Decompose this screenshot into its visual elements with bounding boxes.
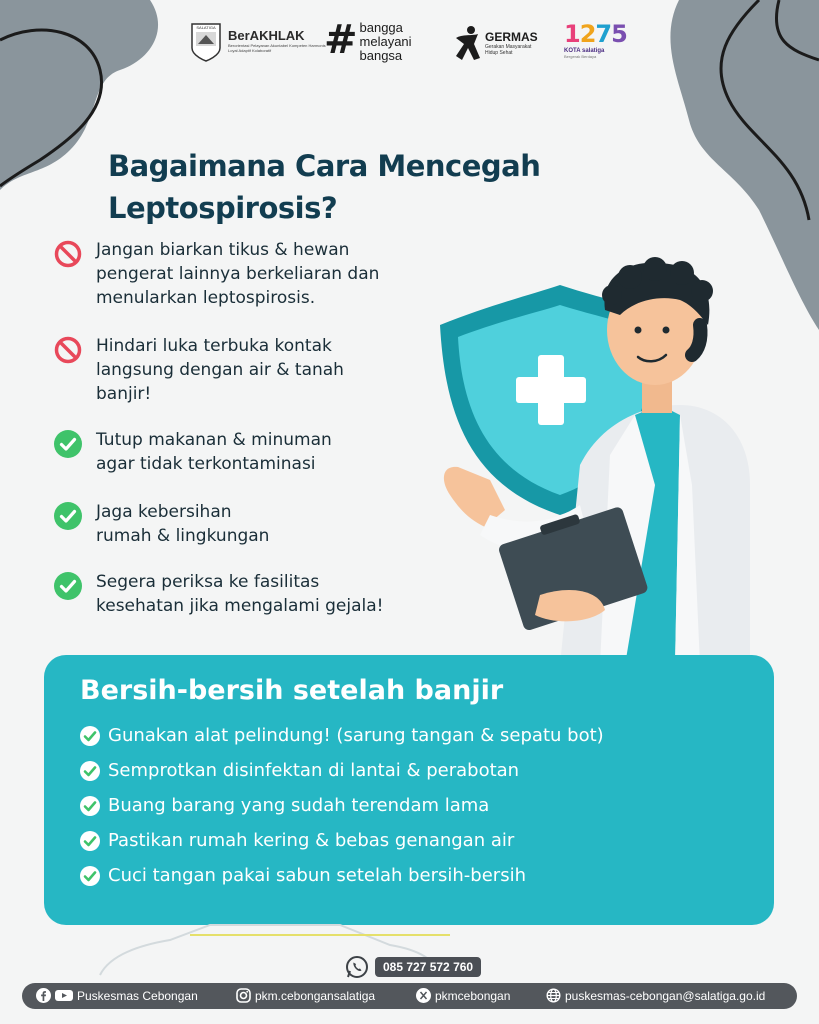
check-circle-icon	[80, 866, 100, 886]
tip-text: Jaga kebersihan rumah & lingkungan	[96, 502, 270, 546]
globe-icon	[546, 988, 561, 1003]
whatsapp-icon	[345, 955, 369, 979]
doctor-with-shield-illustration	[430, 255, 770, 665]
page-title-line-1: Bagaimana Cara Mencegah	[108, 149, 541, 183]
footer-facebook-youtube-label: Puskesmas Cebongan	[77, 988, 198, 1003]
tip-text: Jangan biarkan tikus & hewan pengerat lainnya berkeliaran dan menularkan leptospirosis.	[96, 240, 380, 308]
contact-phone[interactable]	[345, 955, 481, 979]
footer-email-label: puskesmas-cebongan@salatiga.go.id	[565, 988, 766, 1003]
youtube-icon	[55, 988, 73, 1003]
footer-x-label: pkmcebongan	[435, 988, 511, 1003]
germas-figure-icon	[452, 24, 482, 62]
cleanup-list-item	[80, 865, 526, 886]
bangga-line-1: bangga	[359, 20, 403, 35]
cleanup-item-text: Buang barang yang sudah terendam lama	[108, 795, 490, 816]
tip-item	[54, 334, 344, 406]
page-title	[108, 145, 540, 229]
anniversary-logo	[564, 20, 627, 59]
tip-item	[54, 428, 332, 476]
berakhlak-title: BerAKHLAK	[228, 28, 305, 43]
cleanup-panel	[44, 655, 774, 925]
germas-title: GERMAS	[485, 30, 538, 44]
berakhlak-logo	[228, 28, 328, 53]
check-circle-icon	[54, 430, 82, 458]
berakhlak-subtitle: Berorientasi Pelayanan Akuntabel Kompeten Harmonis Loyal Adaptif Kolaboratif	[228, 43, 326, 53]
footer-facebook-youtube[interactable]	[36, 988, 198, 1003]
cleanup-list-item	[80, 830, 514, 851]
bangga-line-2: melayani	[359, 34, 412, 49]
tip-item	[54, 238, 379, 310]
tip-item	[54, 570, 383, 618]
instagram-icon	[236, 988, 251, 1003]
check-circle-icon	[54, 502, 82, 530]
phone-number: 085 727 572 760	[375, 957, 481, 977]
tip-item	[54, 500, 269, 548]
tip-text: Segera periksa ke fasilitas kesehatan jika mengalami gejala!	[96, 572, 384, 616]
prohibited-icon	[54, 240, 82, 268]
x-icon	[416, 988, 431, 1003]
salatiga-seal-text: SALATIGA	[196, 25, 216, 30]
salatiga-seal-logo	[190, 22, 222, 62]
check-circle-icon	[80, 796, 100, 816]
tip-text: Hindari luka terbuka kontak langsung dengan air & tanah banjir!	[96, 336, 344, 404]
partner-logos	[190, 17, 630, 70]
anniversary-tagline: Bergerak Berdaya	[564, 54, 597, 59]
footer-x[interactable]	[416, 988, 510, 1003]
bangga-line-3: bangsa	[359, 48, 403, 63]
check-circle-icon	[80, 831, 100, 851]
check-circle-icon	[80, 726, 100, 746]
footer-instagram-label: pkm.cebongansalatiga	[255, 988, 376, 1003]
germas-logo	[452, 24, 538, 62]
cleanup-list-item	[80, 760, 519, 781]
prohibited-icon	[54, 336, 82, 364]
cleanup-item-text: Gunakan alat pelindung! (sarung tangan & sepatu bot)	[108, 725, 604, 746]
social-footer	[22, 983, 797, 1009]
facebook-icon	[36, 988, 51, 1003]
anniversary-city: KOTA salatiga	[564, 48, 605, 54]
cleanup-list-item	[80, 795, 489, 816]
check-circle-icon	[80, 761, 100, 781]
hashtag-icon: #	[324, 17, 358, 63]
cleanup-item-text: Cuci tangan pakai sabun setelah bersih-bersih	[108, 865, 526, 886]
tip-text: Tutup makanan & minuman agar tidak terkontaminasi	[96, 430, 332, 474]
cleanup-panel-title: Bersih-bersih setelah banjir	[80, 675, 504, 706]
germas-subtitle: Gerakan Masyarakat Hidup Sehat	[485, 44, 532, 56]
cleanup-list-item	[80, 725, 604, 746]
cleanup-item-text: Pastikan rumah kering & bebas genangan air	[108, 830, 515, 851]
anniversary-number: 1275	[564, 20, 627, 48]
footer-website-email[interactable]	[546, 988, 765, 1003]
check-circle-icon	[54, 572, 82, 600]
bangga-melayani-bangsa-logo	[324, 17, 412, 63]
cleanup-item-text: Semprotkan disinfektan di lantai & perabotan	[108, 760, 520, 781]
page-title-line-2: Leptospirosis?	[108, 191, 338, 225]
footer-instagram[interactable]	[236, 988, 375, 1003]
